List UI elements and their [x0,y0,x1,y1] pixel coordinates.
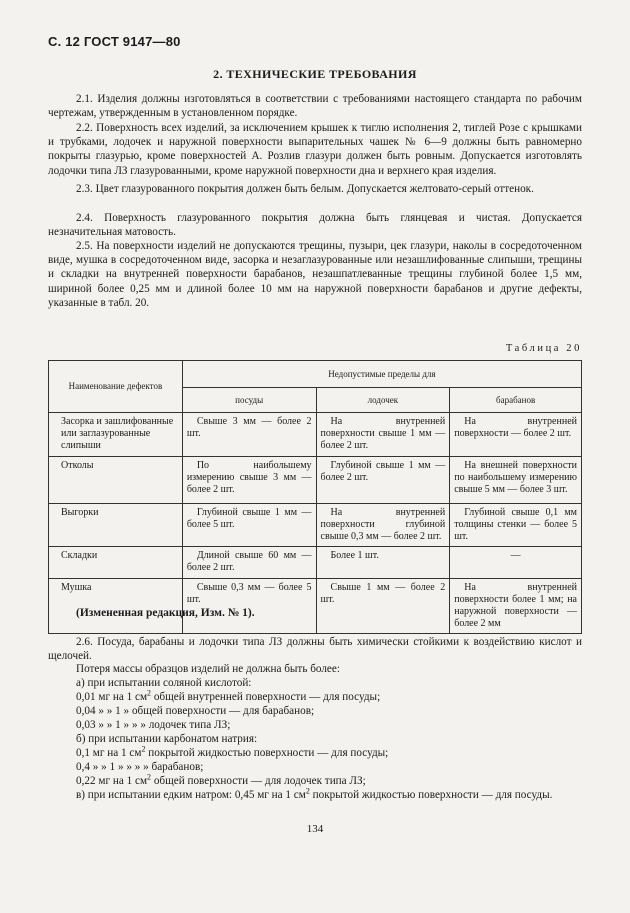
superscript: 2 [305,786,310,796]
text-part: 0,01 мг на 1 см [76,691,148,703]
limit-boats: Глубиной свыше 1 мм — более 2 шт. [316,456,450,503]
limit-dishes: Свыше 0,3 мм — более 5 шт. [182,578,316,634]
paragraph-2-3: 2.3. Цвет глазурованного покрытия должен быть белым. Допускается желтовато-серый оттенок. [76,183,534,195]
text-part: общей поверхности — для лодочек типа ЛЗ; [151,775,366,787]
superscript: 2 [147,772,152,782]
superscript: 2 [141,744,146,754]
text-line: 0,4 » » 1 » » » » барабанов; [76,761,204,773]
column-header-boats: лодочек [316,388,450,413]
defects-table [48,360,582,634]
text-line: 0,03 » » 1 » » » лодочек типа ЛЗ; [76,719,231,731]
limit-drums: На внутренней поверхности — более 2 шт. [450,413,582,457]
table-header-row [49,361,582,388]
text-part: 0,1 мг на 1 см [76,747,142,759]
table-row [49,547,582,578]
defect-name: Складки [49,547,183,578]
paragraph-2-1: 2.1. Изделия должны изготовляться в соответствии с требованиями настоящего стандарта по рабочим чертежам, утвержденным в установленном порядке. [48,93,582,120]
text-line: а) при испытании соляной кислотой: [76,677,252,689]
limit-drums: На внешней поверхности по наибольшему измерению свыше 5 мм — более 3 шт. [450,456,582,503]
text-line: б) при испытании карбонатом натрия: [76,733,258,745]
column-header-defect: Наименование дефектов [49,361,183,413]
paragraph-2-5: 2.5. На поверхности изделий не допускаются трещины, пузыри, цек глазури, наколы в сосредоточенном виде, мушка в сосредоточенном виде, засорка и незаглазурованные или незашлифованные слипыши, трещины и складки на внутренней поверхности барабанов, незашпатлеванные трещины глубиной более 1,5 мм, шириной более 0,25 мм и длиной более 10 мм на наружной поверхности барабанов и другие дефекты, указанные в табл. 20. [48,240,582,309]
limit-drums: На внутренней поверхности более 1 мм; на наружной поверхности — более 2 мм [450,578,582,634]
limit-dishes: По наибольшему измерению свыше 3 мм — более 2 шт. [182,456,316,503]
column-header-group: Недопустимые пределы для [182,361,581,388]
text-part: покрытой жидкостью поверхности — для посуды; [145,747,389,759]
defect-name: Засорка и зашлифованные или заглазурованные слипыши [49,413,183,457]
limit-boats: Более 1 шт. [316,547,450,578]
paragraph-2-2: 2.2. Поверхность всех изделий, за исключением крышек к тиглю исполнения 2, тиглей Розе с крышками и трубками, лодочек и наружной поверхности выпарительных чашек № 6—9 должны быть равномерно покрыты глазурью, кроме поверхностей А. Розлив глазури должен быть ровным. Допускается изготовлять лодочки типа ЛЗ глазурованными, кроме наружной поверхности дна и верхнего края изделия. [48,122,582,177]
limit-boats: Свыше 1 мм — более 2 шт. [316,578,450,634]
table-row [49,456,582,503]
text-part: общей внутренней поверхности — для посуды; [151,691,381,703]
defect-name: Мушка [49,578,183,634]
page-header: С. 12 ГОСТ 9147—80 [48,34,181,49]
table-caption: Таблица 20 [505,343,582,354]
superscript: 2 [147,688,152,698]
limit-dishes: Свыше 3 мм — более 2 шт. [182,413,316,457]
text-line: Потеря массы образцов изделий не должна быть более: [76,663,340,675]
paragraph-2-6-v [48,788,582,802]
defect-name: Отколы [49,456,183,503]
column-header-dishes: посуды [182,388,316,413]
defect-name: Выгорки [49,503,183,547]
text-part: в) при испытании едким натром: 0,45 мг на 1 см [76,789,306,801]
limit-boats: На внутренней поверхности глубиной свыше 0,3 мм — более 2 шт. [316,503,450,547]
paragraph-2-6: 2.6. Посуда, барабаны и лодочки типа ЛЗ должны быть химически стойкими к воздействию кислот и щелочей. [48,636,582,663]
limit-drums: Глубиной свыше 0,1 мм толщины стенки — более 5 шт. [450,503,582,547]
text-line: 0,04 » » 1 » общей поверхности — для барабанов; [76,705,315,717]
limit-dishes: Глубиной свыше 1 мм — более 5 шт. [182,503,316,547]
limit-boats: На внутренней поверхности свыше 1 мм — более 2 шт. [316,413,450,457]
column-header-drums: барабанов [450,388,582,413]
paragraph-2-4: 2.4. Поверхность глазурованного покрытия должна быть глянцевая и чистая. Допускается незначительная матовость. [48,212,582,239]
text-line [76,690,380,704]
page-number: 134 [306,823,324,835]
text-line [76,746,388,760]
table-row [49,503,582,547]
text-part: покрытой жидкостью поверхности — для посуды. [309,789,553,801]
section-title: 2. ТЕХНИЧЕСКИЕ ТРЕБОВАНИЯ [213,67,417,81]
limit-drums: — [450,547,582,578]
limit-dishes: Длиной свыше 60 мм — более 2 шт. [182,547,316,578]
text-line [76,774,366,788]
edition-note: (Измененная редакция, Изм. № 1). [76,607,255,619]
text-part: 0,22 мг на 1 см [76,775,148,787]
table-row [49,413,582,457]
